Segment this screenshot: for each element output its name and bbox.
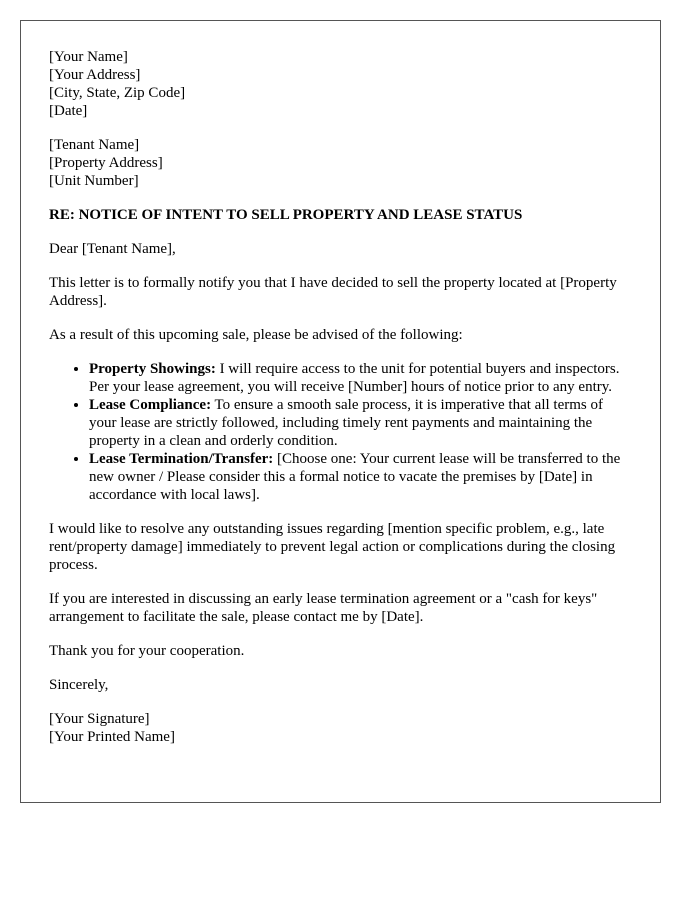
signature-block: [49, 710, 632, 746]
thanks-paragraph: Thank you for your cooperation.: [49, 643, 245, 659]
list-item-text: To ensure a smooth sale process, it is imperative that all terms of your lease are strictly followed, including timely rent payments and maintaining the property in a clean and orderly condition.: [89, 397, 603, 449]
sender-city: [City, State, Zip Code]: [49, 85, 186, 101]
tenant-name: [Tenant Name]: [49, 137, 140, 153]
advised-paragraph: As a result of this upcoming sale, please be advised of the following:: [49, 327, 463, 343]
list-item: [89, 450, 632, 504]
terms-list: [49, 360, 632, 504]
resolve-paragraph: I would like to resolve any outstanding issues regarding [mention specific problem, e.g., late rent/property damage] immediately to prevent legal action or complications during the closing process.: [49, 521, 616, 573]
unit-number: [Unit Number]: [49, 173, 139, 189]
sender-name: [Your Name]: [49, 49, 128, 65]
salutation: Dear [Tenant Name],: [49, 241, 176, 257]
sender-address: [Your Address]: [49, 67, 141, 83]
list-item-text: I will require access to the unit for potential buyers and inspectors. Per your lease agreement, you will receive [Number] hours of notice prior to any entry.: [89, 361, 620, 395]
closing: Sincerely,: [49, 677, 109, 693]
letter-date: [Date]: [49, 103, 88, 119]
subject-line: RE: NOTICE OF INTENT TO SELL PROPERTY AND LEASE STATUS: [49, 207, 523, 223]
sender-block: [49, 48, 632, 120]
list-item-title: Property Showings:: [89, 361, 216, 377]
letter: [20, 20, 661, 803]
recipient-block: [49, 136, 632, 190]
signature: [Your Signature]: [49, 711, 150, 727]
intro-paragraph: This letter is to formally notify you that I have decided to sell the property located at [Property Address].: [49, 275, 617, 309]
list-item-text: [Choose one: Your current lease will be transferred to the new owner / Please consider this a formal notice to vacate the premises by [Date] in accordance with local laws].: [89, 451, 621, 503]
property-address: [Property Address]: [49, 155, 163, 171]
list-item-title: Lease Termination/Transfer:: [89, 451, 274, 467]
printed-name: [Your Printed Name]: [49, 729, 175, 745]
list-item: [89, 396, 632, 450]
list-item: [89, 360, 632, 396]
list-item-title: Lease Compliance:: [89, 397, 212, 413]
discuss-paragraph: If you are interested in discussing an early lease termination agreement or a "cash for keys" arrangement to facilitate the sale, please contact me by [Date].: [49, 591, 598, 625]
